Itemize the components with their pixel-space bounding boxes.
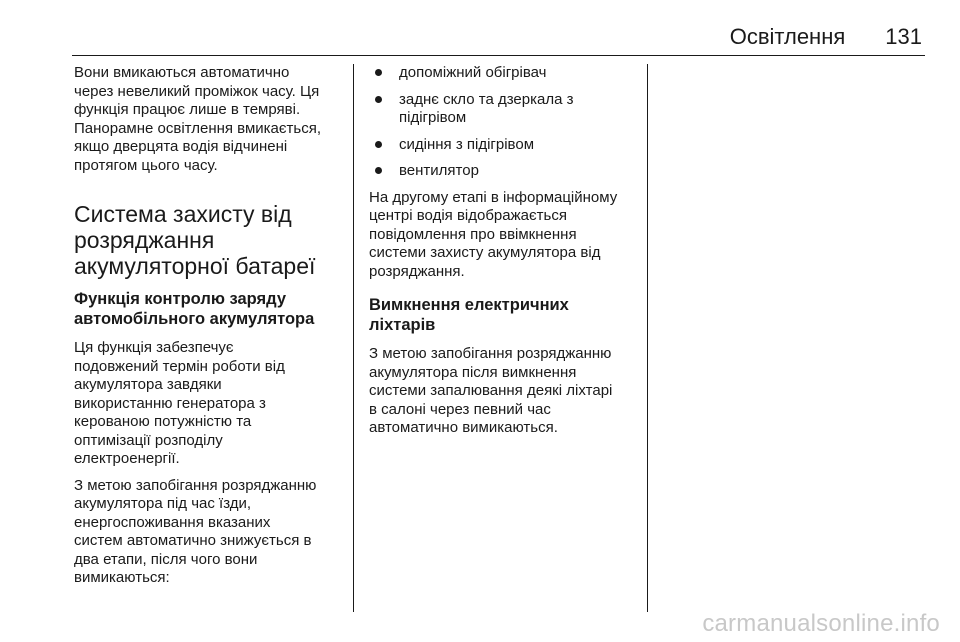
subsection-heading [74, 289, 348, 329]
text-line: систем автоматично знижується в [74, 532, 312, 549]
heading-line: Система захисту від [74, 201, 292, 227]
column-divider-left [353, 64, 354, 612]
text-line: в салоні через певний час [369, 400, 551, 418]
text-line: протягом цього часу. [74, 156, 218, 174]
text-line: електроенергії. [74, 450, 180, 467]
subsection-heading [369, 295, 641, 335]
text-line: З метою запобігання розряджанню [369, 345, 612, 362]
text-line: якщо дверцята водія відчинені [74, 138, 288, 155]
bullet-list [369, 64, 641, 181]
text-line: сидіння з підігрівом [399, 135, 535, 153]
body-paragraph [74, 339, 348, 469]
text-line: подовжений термін роботи від [74, 357, 285, 375]
heading-line: Вимкнення електричних [369, 296, 569, 314]
text-line: акумулятора завдяки [74, 376, 222, 393]
text-line: через невеликий проміжок часу. Ця [74, 82, 320, 100]
body-paragraph [369, 345, 641, 438]
heading-line: розряджання [74, 227, 215, 253]
text-line: акумулятора після вимкнення [369, 363, 577, 381]
text-line: вентилятор [399, 162, 479, 179]
text-line: автоматично вимикаються. [369, 419, 558, 436]
text-line: Ця функція забезпечує [74, 339, 234, 356]
text-line: функція працює лише в темряві. [74, 101, 301, 118]
text-line: оптимізації розподілу [74, 431, 223, 449]
column-divider-right [647, 64, 648, 612]
intro-paragraph [74, 64, 348, 175]
heading-line: автомобільного акумулятора [74, 310, 315, 328]
text-line: З метою запобігання розряджанню [74, 476, 317, 494]
list-item [369, 162, 641, 181]
text-line: Панорамне освітлення вмикається, [74, 119, 322, 137]
list-item [369, 64, 641, 83]
text-line: допоміжний обігрівач [399, 64, 547, 81]
text-line: енергоспоживання вказаних [74, 513, 271, 531]
column-left [74, 64, 348, 596]
text-line: центрі водія відображається [369, 207, 567, 224]
section-heading [74, 201, 348, 279]
text-line: використанню генератора з [74, 394, 266, 412]
column-middle [369, 64, 641, 446]
text-line: підігрівом [399, 109, 467, 126]
text-line: розряджання. [369, 262, 465, 280]
text-line: повідомлення про ввімкнення [369, 225, 577, 243]
header-rule [72, 55, 925, 56]
text-line: На другому етапі в інформаційному [369, 188, 618, 206]
text-line: два етапи, після чого вони [74, 550, 258, 568]
page-number: 131 [885, 24, 922, 49]
list-item [369, 91, 641, 128]
text-line: Вони вмикаються автоматично [74, 64, 290, 81]
text-line: заднє скло та дзеркала з [399, 90, 574, 108]
heading-line: ліхтарів [369, 316, 436, 334]
body-paragraph [74, 477, 348, 588]
text-line: акумулятора під час їзди, [74, 495, 252, 512]
bullet-icon [375, 69, 382, 76]
heading-line: Функція контролю заряду [74, 290, 286, 308]
list-item [369, 136, 641, 155]
body-paragraph [369, 189, 641, 282]
site-watermark: carmanualsonline.info [702, 610, 940, 637]
text-line: системи захисту акумулятора від [369, 244, 601, 261]
bullet-icon [375, 167, 382, 174]
section-title: Освітлення [729, 24, 846, 49]
bullet-icon [375, 141, 382, 148]
text-line: керованою потужністю та [74, 413, 252, 430]
heading-line: акумуляторної батареї [74, 253, 316, 279]
bullet-icon [375, 96, 382, 103]
page-header [0, 24, 922, 54]
text-line: системи запалювання деякі ліхтарі [369, 382, 613, 399]
text-line: вимикаються: [74, 569, 170, 586]
